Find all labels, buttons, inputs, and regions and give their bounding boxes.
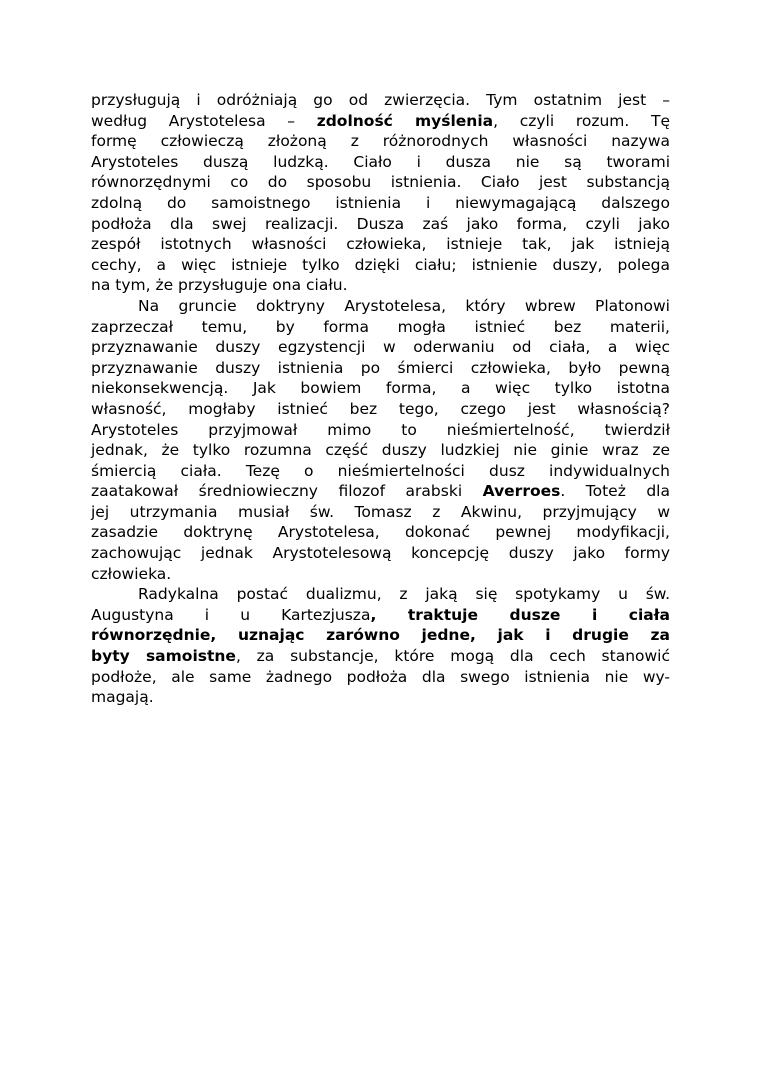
text-line xyxy=(91,502,670,523)
text-segment: własność, mogłaby istnieć bez tego, czego jest własnością? xyxy=(91,399,670,418)
text-line xyxy=(91,461,670,482)
text-segment: przysługują i odróżniają go od zwierzęcia. Tym ostatnim jest – xyxy=(91,91,670,109)
text-segment: zachowując jednak Arystotelesową koncepcję duszy jako formy xyxy=(91,544,670,563)
bold-text-segment: , traktuje dusze i ciała xyxy=(370,605,670,624)
text-line xyxy=(91,646,670,667)
text-segment: zasadzie doktrynę Arystotelesa, dokonać pewnej modyfikacji, xyxy=(91,523,670,542)
text-segment: cechy, a więc istnieje tylko dzięki ciału; istnienie duszy, polega xyxy=(91,255,670,274)
text-line xyxy=(91,152,670,173)
paragraph xyxy=(91,584,670,708)
bold-text-segment: zdolność myślenia xyxy=(316,111,494,130)
text-line xyxy=(91,275,670,296)
text-line xyxy=(91,358,670,379)
text-line xyxy=(91,605,670,626)
text-line xyxy=(91,481,670,502)
text-line xyxy=(91,296,670,317)
text-line xyxy=(91,90,670,111)
text-segment: śmiercią ciała. Tezę o nieśmiertelności dusz indywidualnych xyxy=(91,461,670,480)
text-line xyxy=(91,172,670,193)
text-segment: jednak, że tylko rozumna część duszy ludzkiej nie ginie wraz ze xyxy=(91,441,670,460)
text-segment: . Toteż dla xyxy=(560,482,670,501)
text-segment: przyznawanie duszy egzystencji w oderwaniu od ciała, a więc xyxy=(91,338,670,357)
bold-text-segment: równorzędnie, uznając zarówno jedne, jak i drugie za xyxy=(91,626,670,645)
text-segment: Augustyna i u Kartezjusza xyxy=(91,605,371,624)
text-line xyxy=(91,667,670,688)
text-segment: , za substancje, które mogą dla cech stanowić xyxy=(235,647,671,666)
text-segment: , czyli rozum. Tę xyxy=(493,111,670,130)
text-line xyxy=(91,564,670,585)
text-line xyxy=(91,543,670,564)
document-page xyxy=(91,90,670,708)
text-segment: zaprzeczał temu, by forma mogła istnieć bez materii, xyxy=(91,317,670,336)
text-line xyxy=(91,214,670,235)
text-segment: Na gruncie doktryny Arystotelesa, który wbrew Platonowi xyxy=(138,296,670,315)
text-segment: podłoże, ale same żadnego podłoża dla swego istnienia nie wy- xyxy=(91,667,670,686)
text-segment: na tym, że przysługuje ona ciału. xyxy=(91,276,348,295)
text-line xyxy=(91,687,670,708)
text-line xyxy=(91,625,670,646)
document-body xyxy=(91,90,670,708)
text-segment: zespół istotnych własności człowieka, istnieje tak, jak istnieją xyxy=(91,235,670,254)
text-segment: według Arystotelesa – xyxy=(91,111,317,130)
text-line xyxy=(91,111,670,132)
bold-text-segment: byty samoistne xyxy=(91,647,236,666)
text-line xyxy=(91,522,670,543)
text-segment: zdolną do samoistnego istnienia i niewymagającą dalszego xyxy=(91,193,670,212)
text-line xyxy=(91,317,670,338)
text-segment: niekonsekwencją. Jak bowiem forma, a więc tylko istotna xyxy=(91,379,670,398)
text-line xyxy=(91,193,670,214)
text-segment: Arystoteles przyjmował mimo to nieśmiertelność, twierdził xyxy=(91,420,670,439)
text-segment: człowieka. xyxy=(91,564,172,583)
text-segment: zaatakował średniowieczny filozof arabski xyxy=(91,482,483,501)
text-line xyxy=(91,255,670,276)
text-line xyxy=(91,234,670,255)
text-line xyxy=(91,378,670,399)
text-segment: przyznawanie duszy istnienia po śmierci człowieka, było pewną xyxy=(91,358,670,377)
text-segment: Arystoteles duszą ludzką. Ciało i dusza nie są tworami xyxy=(91,152,670,171)
text-line xyxy=(91,420,670,441)
text-line xyxy=(91,399,670,420)
text-line xyxy=(91,584,670,605)
text-line xyxy=(91,131,670,152)
paragraph xyxy=(91,296,670,584)
bold-text-segment: Averroes xyxy=(482,482,561,501)
text-segment: jej utrzymania musiał św. Tomasz z Akwinu, przyjmujący w xyxy=(91,502,670,521)
text-line xyxy=(91,440,670,461)
text-line xyxy=(91,337,670,358)
text-segment: podłoża dla swej realizacji. Dusza zaś jako forma, czyli jako xyxy=(91,214,670,233)
text-segment: formę człowieczą złożoną z różnorodnych własności nazywa xyxy=(91,132,670,151)
text-segment: równorzędnymi co do sposobu istnienia. Ciało jest substancją xyxy=(91,173,670,192)
paragraph xyxy=(91,90,670,296)
text-segment: magają. xyxy=(91,688,154,707)
text-segment: Radykalna postać dualizmu, z jaką się spotykamy u św. xyxy=(138,585,670,604)
